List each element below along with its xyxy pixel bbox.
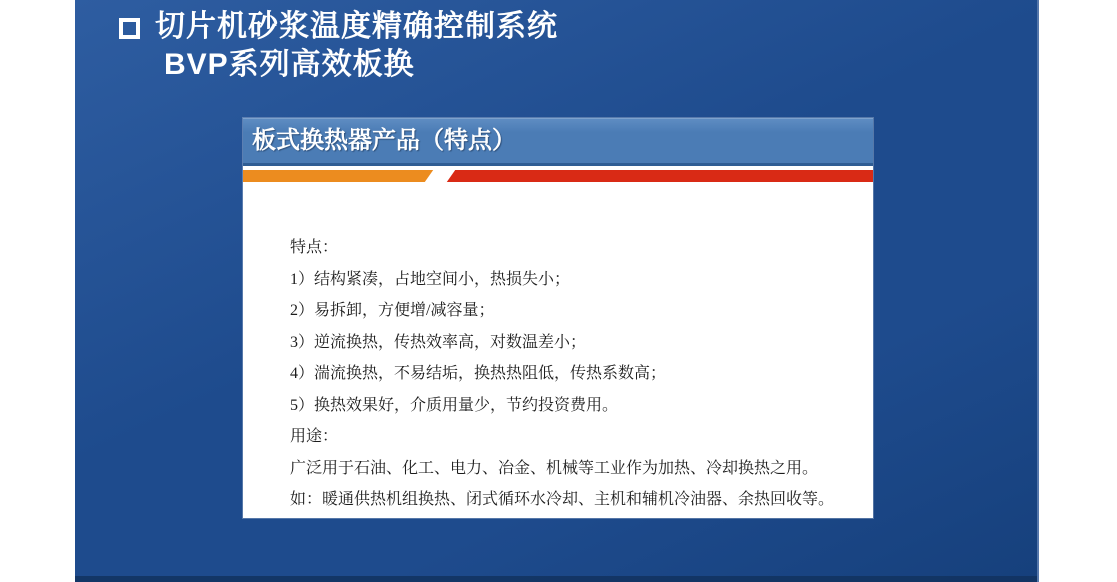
decorative-stripe — [243, 170, 873, 182]
body-text-line: 2）易拆卸，方便增/减容量； — [290, 302, 495, 319]
body-text-line: 4）湍流换热，不易结垢，换热热阻低，传热系数高； — [290, 365, 667, 382]
square-bullet-icon — [119, 18, 140, 39]
slide-title — [155, 8, 558, 84]
body-text-line: 1）结构紧凑，占地空间小，热损失小； — [290, 270, 571, 288]
presentation-slide — [75, 0, 1039, 582]
content-box — [243, 118, 873, 518]
body-text-line: 广泛用于石油、化工、电力、冶金、机械等工业作为加热、冷却换热之用。 — [290, 459, 819, 477]
content-box-body — [243, 182, 873, 516]
body-text-line: 如：暖通供热机组换热、闭式循环水冷却、主机和辅机冷油器、余热回收等。 — [290, 491, 835, 508]
slide-bottom-edge — [75, 576, 1037, 582]
content-box-header — [243, 118, 873, 166]
slide-title-line1: 切片机砂浆温度精确控制系统 — [155, 10, 558, 43]
body-text-line: 用途： — [290, 428, 339, 445]
body-text-line: 特点： — [290, 239, 339, 256]
slide-title-line2: BVP系列高效板换 — [164, 48, 415, 81]
body-text-line: 3）逆流换热，传热效率高，对数温差小； — [290, 333, 587, 351]
slide-title-block — [119, 8, 558, 84]
content-box-header-title: 板式换热器产品（特点） — [252, 127, 516, 154]
body-text-line: 5）换热效果好，介质用量少，节约投资费用。 — [290, 396, 619, 414]
stripe-orange-segment — [243, 170, 435, 182]
